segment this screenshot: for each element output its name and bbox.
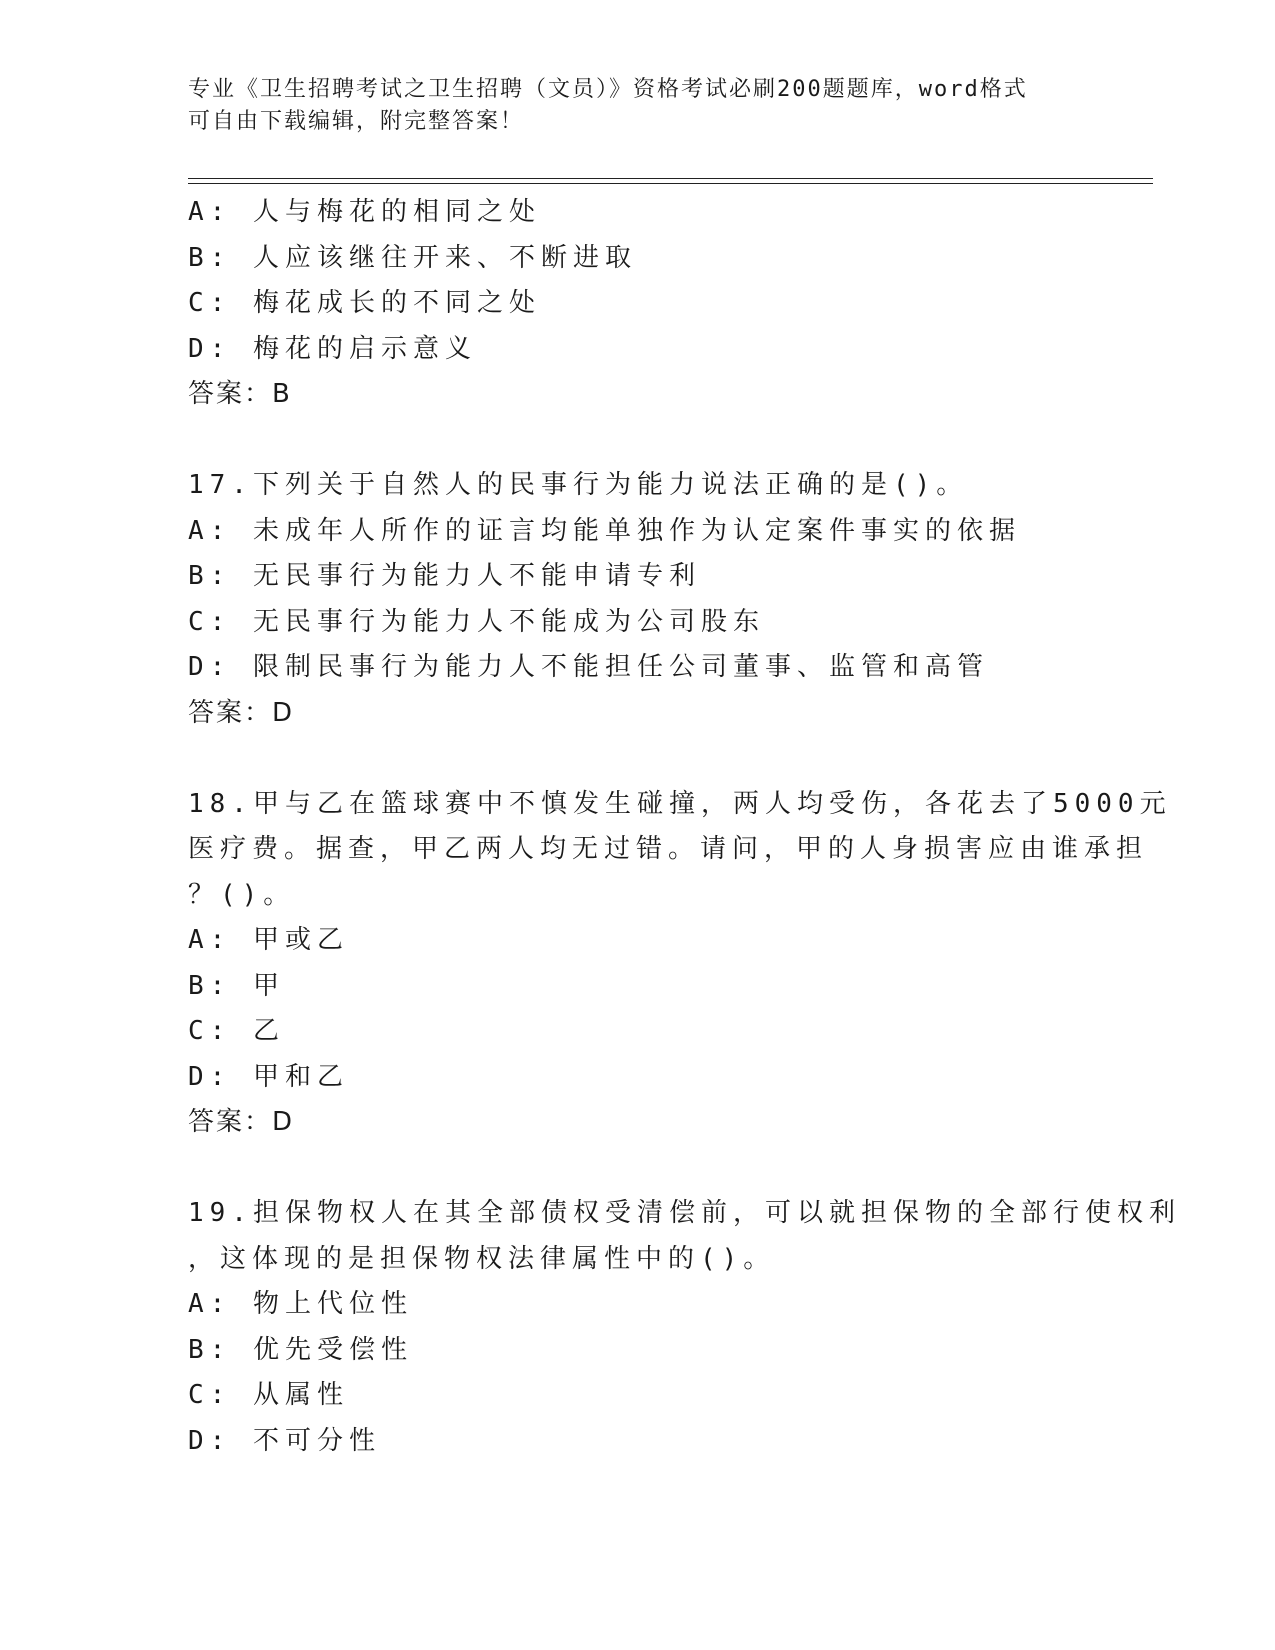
option-b: B: 人应该继往开来、不断进取 <box>188 242 637 273</box>
question-16-block <box>188 190 1088 418</box>
option-a: A: 未成年人所作的证言均能单独作为认定案件事实的依据 <box>188 515 1021 546</box>
header-divider-top <box>188 178 1153 179</box>
option-d: D: 梅花的启示意义 <box>188 333 477 364</box>
question-17-block <box>188 463 1088 736</box>
option-b: B: 无民事行为能力人不能申请专利 <box>188 561 701 591</box>
document-header <box>188 74 1068 138</box>
answer-line: 答案：B <box>188 379 292 409</box>
option-b: B: 优先受偿性 <box>188 1334 413 1365</box>
header-title-line-1: 专业《卫生招聘考试之卫生招聘（文员）》资格考试必刷200题题库，word格式 <box>188 77 1028 102</box>
option-a: A: 甲或乙 <box>188 925 349 955</box>
question-stem-line-1: 19.担保物权人在其全部债权受清偿前，可以就担保物的全部行使权利 <box>188 1198 1181 1228</box>
option-d: D: 甲和乙 <box>188 1061 349 1092</box>
spacer <box>188 1146 1088 1192</box>
option-d: D: 限制民事行为能力人不能担任公司董事、监管和高管 <box>188 652 989 682</box>
header-divider-bottom <box>188 183 1153 184</box>
question-stem-line-3: ？()。 <box>188 879 296 910</box>
answer-line: 答案：D <box>188 1107 295 1137</box>
option-a: A: 物上代位性 <box>188 1289 413 1319</box>
spacer <box>188 736 1088 782</box>
option-c: C: 梅花成长的不同之处 <box>188 288 541 318</box>
question-19-block <box>188 1191 1181 1464</box>
question-stem-line-2: ，这体现的是担保物权法律属性中的()。 <box>188 1243 776 1274</box>
option-b: B: 甲 <box>188 970 285 1001</box>
question-stem: 17.下列关于自然人的民事行为能力说法正确的是()。 <box>188 470 969 500</box>
header-title-line-2: 可自由下载编辑，附完整答案！ <box>188 109 525 134</box>
option-d: D: 不可分性 <box>188 1425 381 1456</box>
question-content <box>188 190 1181 1464</box>
answer-line: 答案：D <box>188 697 295 728</box>
option-a: A: 人与梅花的相同之处 <box>188 197 541 227</box>
question-18-block <box>188 782 1172 1146</box>
option-c: C: 乙 <box>188 1016 285 1046</box>
option-c: C: 无民事行为能力人不能成为公司股东 <box>188 606 765 637</box>
option-c: C: 从属性 <box>188 1380 349 1410</box>
question-stem-line-1: 18.甲与乙在篮球赛中不慎发生碰撞，两人均受伤，各花去了5000元 <box>188 788 1172 819</box>
question-stem-line-2: 医疗费。据查，甲乙两人均无过错。请问，甲的人身损害应由谁承担 <box>188 834 1149 864</box>
spacer <box>188 418 1088 464</box>
